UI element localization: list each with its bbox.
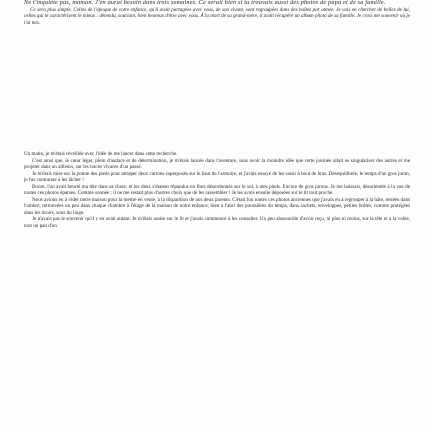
paragraph: Ce sera plus simple. Celles de l'époque de votre enfance, qu'il avait partagées avec vous, de son vivant, sont regroupées dans des boîtes par année. Je vais en chercher de belles de lui, celles qui le caractérisent le mieux : détendu, souriant, bien heureux d'être avec vous. À la mort de sa grand-mère, il avait récupéré un album photo de sa famille. Je crois me souvenir où je l'ai mis. bbox=[24, 6, 410, 26]
top-text-block bbox=[24, 0, 410, 26]
body-text-block bbox=[24, 151, 410, 230]
paragraph: Boom, l'un avait heurté ma tête dans sa chute, et les deux s'étaient répandus en flots désordonnés sur le sol, à mes pieds. Encore de gros jurons. Je me baissais, désorientée à la vue de toutes ces photos éparses. Comme sonnée ; il ne me restait plus d'autres choix que de les rassembler ! Je les avais ensuite déposées sur le lit tout proche. bbox=[24, 183, 410, 197]
paragraph: Nous avions eu à vider notre maison pour la mettre en vente, à la disparition de nos deux parents. C'était fou toutes ces photos anciennes que j'avais eu à regrouper à la hâte, restées dans l'ombre, retrouvées un peu dans chaque chambre à l'étage de la maison de notre enfance, bien à l'abri des poussières du temps, dans sachets, enveloppes, petites boîtes, comme protégées dans les tiroirs, sous du linge. bbox=[24, 196, 410, 216]
paragraph: Je m'étais mise sur la pointe des pieds pour attraper deux cartons superposés sur le haut de l'armoire, et j'avais essayé de les saisir à bout de bras. Déséquilibrée, le temps d'un gros juron, je fus contrainte à les lâcher ! bbox=[24, 170, 410, 184]
paragraph: Je n'avais pas le souvenir qu'il y en avait autant. Je m'étais assise sur le lit et j'avais commencé à les consulter. Un peu abasourdie d'avoir reçu, ni plus ni moins, sur la tête et à la volée, tout un pan d'un bbox=[24, 216, 410, 230]
paragraph: C'est ainsi que, le cœur léger, plein d'audace et de détermination, je m'étais lancée dans l'aventure, sans avoir la moindre idée que cette journée allait se singulariser des autres et me projeter dans un ailleurs, sur les traces vivaces d'un passé. bbox=[24, 157, 410, 171]
paragraph: Un matin, je m'étais réveillée avec l'idée de me lancer dans cette recherche. bbox=[24, 151, 178, 157]
paragraph: Ne t'inquiète pas, maman. J'en aurai besoin dans trois semaines. Ce serait bien si tu trouvais aussi des photos de papa et de sa famille. bbox=[24, 0, 386, 6]
